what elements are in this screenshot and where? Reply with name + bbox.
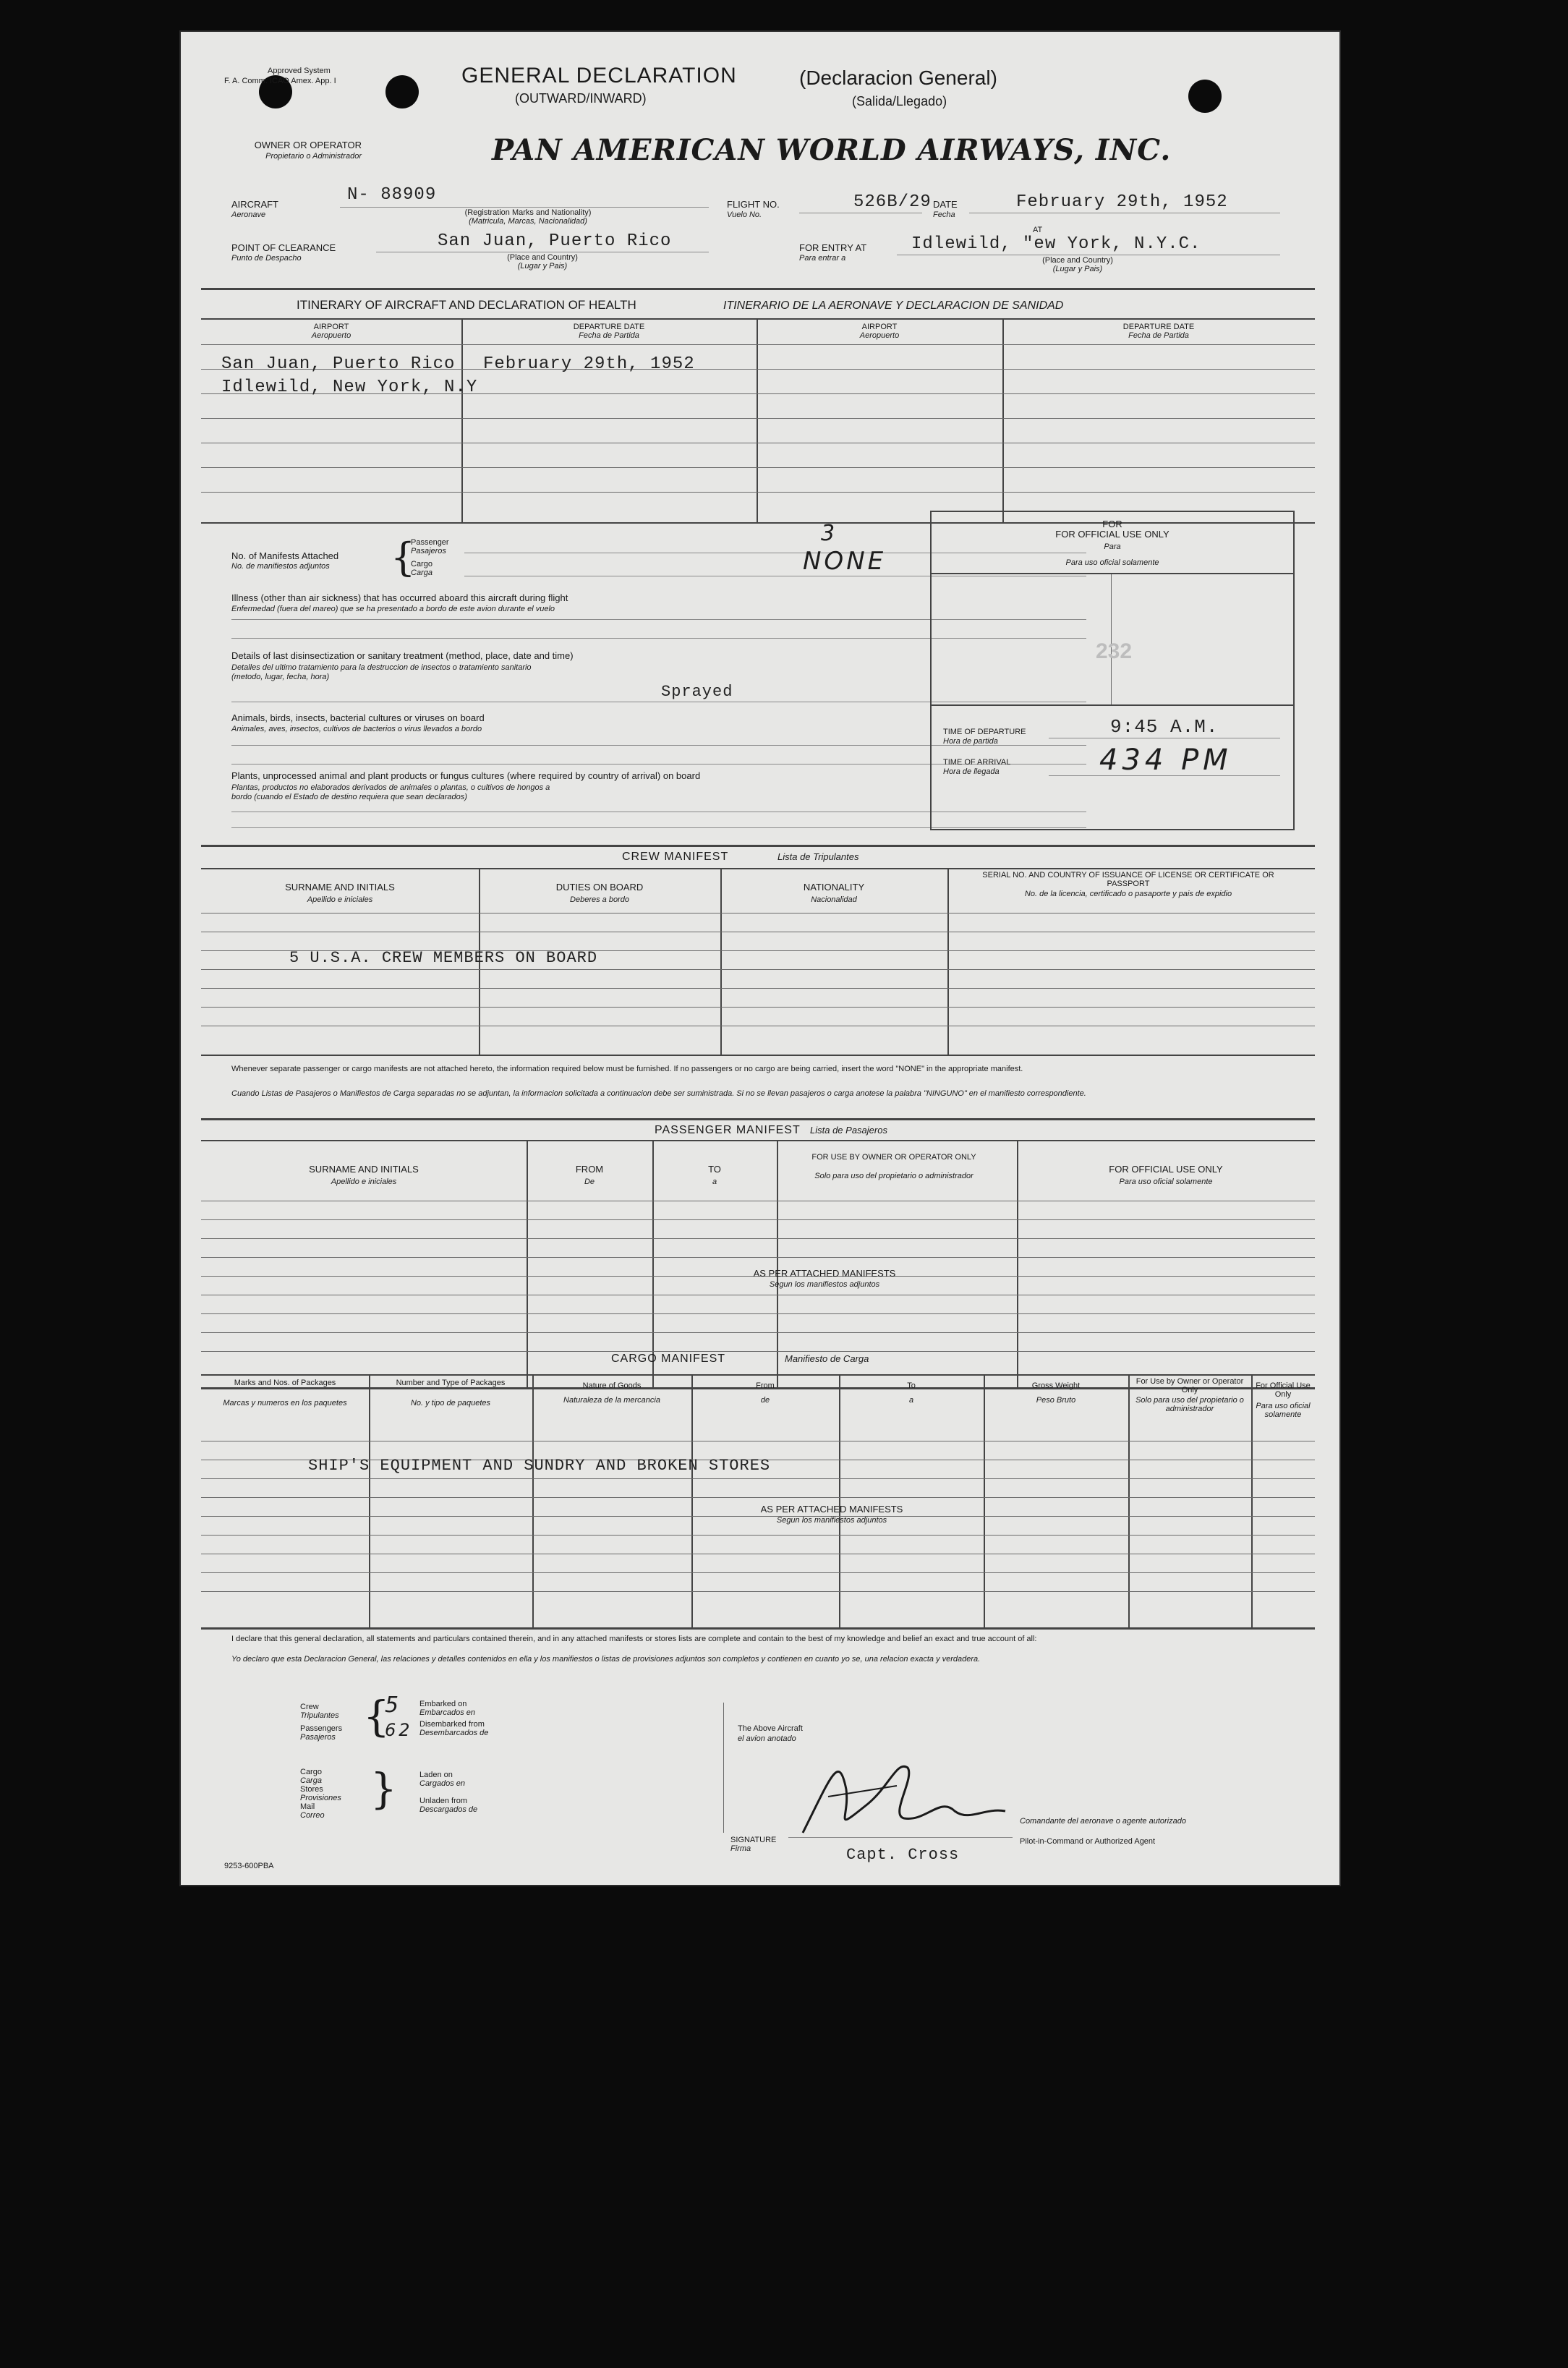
manifests-label-es: No. de manifiestos adjuntos bbox=[231, 562, 330, 571]
departure-time-label-es: Hora de partida bbox=[943, 737, 998, 746]
departure-time-value: 9:45 A.M. bbox=[1110, 716, 1219, 738]
date-label: DATE bbox=[933, 199, 958, 210]
operator-name: PAN AMERICAN WORLD AIRWAYS, INC. bbox=[492, 133, 1172, 167]
clearance-label-es: Punto de Despacho bbox=[231, 254, 302, 263]
cargo-col-owner: For Use by Owner or Operator Only bbox=[1135, 1377, 1244, 1394]
punch-hole bbox=[385, 75, 419, 108]
signature-label-es: Firma bbox=[730, 1844, 751, 1853]
cargo-col-nature-es: Naturaleza de la mercancia bbox=[563, 1396, 660, 1405]
crew-col-serial-es: No. de la licencia, certificado o pasaporte y pais de expidio bbox=[1024, 890, 1232, 898]
cargo-col-official-es: Para uso oficial solamente bbox=[1256, 1402, 1311, 1419]
illness-label-es: Enfermedad (fuera del mareo) que se ha presentado a bordo de este avion durante el vuelo bbox=[231, 605, 555, 613]
decl-stores-label: Stores bbox=[300, 1785, 323, 1794]
cargo-col-to: To bbox=[907, 1381, 916, 1390]
itin-col-airport: AIRPORT bbox=[313, 323, 349, 331]
owner-label: OWNER OR OPERATOR bbox=[254, 140, 362, 150]
arrival-time-value: 434 PM bbox=[1099, 744, 1232, 777]
entry-value: Idlewild, "ew York, N.Y.C. bbox=[911, 234, 1201, 254]
cargo-col-nature: Nature of Goods bbox=[582, 1381, 642, 1390]
manifests-label: No. of Manifests Attached bbox=[231, 550, 339, 561]
punch-hole bbox=[1188, 80, 1222, 113]
itin-col-date2: DEPARTURE DATE bbox=[1122, 323, 1195, 331]
disinsection-label-es: Detalles del ultimo tratamiento para la destruccion de insectos o tratamiento sanitario bbox=[231, 663, 532, 672]
flight-label: FLIGHT NO. bbox=[727, 199, 780, 210]
disinsection-value: Sprayed bbox=[661, 683, 733, 701]
arrival-time-label-es: Hora de llegada bbox=[943, 767, 1000, 776]
decl-disembarked-es: Desembarcados de bbox=[419, 1729, 489, 1737]
pass-col-from: FROM bbox=[575, 1164, 604, 1175]
cargo-attached: AS PER ATTACHED MANIFESTS bbox=[760, 1504, 903, 1515]
crew-col-serial: SERIAL NO. AND COUNTRY OF ISSUANCE OF LICENSE OR CERTIFICATE OR PASSPORT bbox=[982, 871, 1274, 888]
form-title-es: (Declaracion General) bbox=[799, 67, 997, 89]
cargo-col-number: Number and Type of Packages bbox=[396, 1379, 506, 1387]
approved-system: Approved System bbox=[268, 67, 331, 75]
animals-label-es: Animales, aves, insectos, cultivos de bacterios o virus llevados a bordo bbox=[231, 725, 482, 733]
flight-label-es: Vuelo No. bbox=[727, 210, 762, 219]
crew-col-surname: SURNAME AND INITIALS bbox=[285, 882, 395, 893]
crew-title-es: Lista de Tripulantes bbox=[777, 851, 859, 862]
passenger-title: PASSENGER MANIFEST bbox=[655, 1124, 801, 1136]
illness-label: Illness (other than air sickness) that has occurred aboard this aircraft during flight bbox=[231, 592, 568, 603]
decl-disembarked: Disembarked from bbox=[419, 1720, 485, 1729]
crew-entry: 5 U.S.A. CREW MEMBERS ON BOARD bbox=[289, 949, 598, 967]
date-value: February 29th, 1952 bbox=[1016, 192, 1228, 212]
arrival-time-label: TIME OF ARRIVAL bbox=[943, 758, 1011, 767]
decl-laden-es: Cargados en bbox=[419, 1779, 465, 1788]
pass-attached: AS PER ATTACHED MANIFESTS bbox=[753, 1268, 896, 1279]
official-title-es-para: Para bbox=[1104, 542, 1121, 551]
plants-label-es: Plantas, productos no elaborados derivados de animales o plantas, o cultivos de hongos a bbox=[231, 783, 550, 792]
pass-attached-es: Segun los manifiestos adjuntos bbox=[769, 1280, 880, 1289]
form-subtitle-es: (Salida/Llegado) bbox=[852, 94, 947, 108]
official-title: FOR OFFICIAL USE ONLY bbox=[1055, 529, 1169, 540]
aircraft-value: N- 88909 bbox=[347, 185, 437, 205]
cargo-col-owner-es: Solo para uso del propietario o administrador bbox=[1135, 1396, 1244, 1413]
passenger-manifests-value: 3 bbox=[821, 521, 838, 546]
form-title: GENERAL DECLARATION bbox=[461, 64, 737, 88]
decl-cargo-label: Cargo bbox=[300, 1768, 322, 1776]
cargo-title: CARGO MANIFEST bbox=[611, 1353, 726, 1365]
itin-col-date-es: Fecha de Partida bbox=[579, 331, 639, 340]
cargo-col-from: From bbox=[756, 1381, 775, 1390]
pass-col-to: TO bbox=[708, 1164, 721, 1175]
itin-col-airport2: AIRPORT bbox=[861, 323, 898, 331]
form-subtitle: (OUTWARD/INWARD) bbox=[515, 91, 647, 106]
cargo-col-weight-es: Peso Bruto bbox=[1036, 1396, 1076, 1405]
aircraft-sub1: (Registration Marks and Nationality) bbox=[464, 208, 592, 217]
cargo-col-weight: Gross Weight bbox=[1031, 1381, 1081, 1390]
cargo-label: Cargo bbox=[411, 560, 433, 568]
cargo-entry: SHIP'S EQUIPMENT AND SUNDRY AND BROKEN STORES bbox=[308, 1457, 771, 1475]
entry-label: FOR ENTRY AT bbox=[799, 242, 867, 253]
commander-es: Comandante del aeronave o agente autorizado bbox=[1020, 1817, 1186, 1826]
signature-value: Capt. Cross bbox=[846, 1846, 960, 1864]
flight-value: 526B/29 bbox=[853, 192, 932, 212]
official-title-for: FOR bbox=[1102, 519, 1122, 529]
itinerary-title-es: ITINERARIO DE LA AERONAVE Y DECLARACION DE SANIDAD bbox=[723, 299, 1064, 312]
crew-col-duties: DUTIES ON BOARD bbox=[555, 882, 644, 893]
decl-crew-label-es: Tripulantes bbox=[300, 1711, 339, 1720]
decl-embarked: Embarked on bbox=[419, 1700, 467, 1708]
cargo-col-marks-es: Marcas y numeros en los paquetes bbox=[223, 1399, 347, 1407]
pass-col-from-es: De bbox=[584, 1177, 595, 1186]
cargo-title-es: Manifiesto de Carga bbox=[785, 1353, 869, 1364]
entry-label-es: Para entrar a bbox=[799, 254, 846, 263]
official-stamp: 232 bbox=[1095, 639, 1133, 663]
clearance-sub2: (Lugar y Pais) bbox=[517, 262, 568, 271]
aircraft-label: AIRCRAFT bbox=[231, 199, 278, 210]
decl-cargo-label-es: Carga bbox=[300, 1776, 322, 1785]
pass-col-to-es: a bbox=[712, 1177, 717, 1186]
decl-above: The Above Aircraft bbox=[738, 1724, 803, 1733]
declaration-en: I declare that this general declaration, all statements and particulars contained therein, and in any attached manifests or stores lists are complete and contain to the best of my knowledge and belief an exact and true account of all: bbox=[231, 1635, 1037, 1643]
signature-mark bbox=[788, 1746, 1013, 1847]
decl-pass-value: 62 bbox=[385, 1720, 413, 1740]
decl-crew-value: 5 bbox=[385, 1692, 402, 1718]
cargo-col-from-es: de bbox=[760, 1396, 770, 1405]
passenger-label: Passenger bbox=[411, 538, 449, 547]
itin-row2-airport: Idlewild, New York, N.Y bbox=[221, 378, 478, 397]
animals-label: Animals, birds, insects, bacterial cultures or viruses on board bbox=[231, 712, 485, 723]
clearance-sub1: (Place and Country) bbox=[507, 253, 578, 262]
crew-col-nationality-es: Nacionalidad bbox=[811, 895, 857, 904]
decl-above-es: el avion anotado bbox=[738, 1734, 796, 1743]
at-mark: AT bbox=[1033, 226, 1043, 234]
itin-col-date2-es: Fecha de Partida bbox=[1128, 331, 1189, 340]
cargo-manifests-value: NONE bbox=[803, 547, 887, 576]
departure-time-label: TIME OF DEPARTURE bbox=[943, 728, 1026, 736]
decl-pass-label-es: Pasajeros bbox=[300, 1733, 336, 1742]
crew-title: CREW MANIFEST bbox=[622, 851, 729, 863]
pass-col-official: FOR OFFICIAL USE ONLY bbox=[1109, 1164, 1223, 1175]
pass-col-surname: SURNAME AND INITIALS bbox=[309, 1164, 419, 1175]
official-title-es: Para uso oficial solamente bbox=[1065, 558, 1159, 567]
clearance-label: POINT OF CLEARANCE bbox=[231, 242, 336, 253]
itinerary-title: ITINERARY OF AIRCRAFT AND DECLARATION OF HEALTH bbox=[297, 298, 636, 312]
form-number: 9253-600PBA bbox=[224, 1862, 274, 1870]
disinsection-label: Details of last disinsectization or sanitary treatment (method, place, date and time) bbox=[231, 650, 574, 661]
declaration-es: Yo declaro que esta Declaracion General, las relaciones y detalles contenidos en ella y los manifiestos o listas de provisiones adjuntos son completos y contienen en cuanto yo se, una relacion exacta y verdadera. bbox=[231, 1655, 981, 1664]
plants-label-es2: bordo (cuando el Estado de destino requiera que sean declarados) bbox=[231, 793, 467, 801]
pass-col-official-es: Para uso oficial solamente bbox=[1119, 1177, 1213, 1186]
decl-pass-label: Passengers bbox=[300, 1724, 343, 1733]
decl-unladen-es: Descargados de bbox=[419, 1805, 478, 1814]
fm-comm: F. A. Comm. ICAO Amex. App. I bbox=[224, 77, 336, 85]
disinsection-label-es2: (metodo, lugar, fecha, hora) bbox=[231, 673, 330, 681]
cargo-col-marks: Marks and Nos. of Packages bbox=[234, 1379, 336, 1387]
entry-sub1: (Place and Country) bbox=[1042, 256, 1113, 265]
cargo-col-number-es: No. y tipo de paquetes bbox=[410, 1399, 491, 1407]
commander-en: Pilot-in-Command or Authorized Agent bbox=[1020, 1837, 1156, 1846]
plants-label: Plants, unprocessed animal and plant products or fungus cultures (where required by country of arrival) on board bbox=[231, 770, 701, 781]
decl-laden: Laden on bbox=[419, 1771, 453, 1779]
declaration-form: Approved System F. A. Comm. ICAO Amex. App. I GENERAL DECLARATION (Declaracion General) (OUTWARD/INWARD) (Salida/Llegado) OWNER OR OPERATOR Propietario o Administrador PAN AMERICAN WORLD AIRWAYS, INC. AIRCRAFT Aeronave N- 88909 (Registration Marks and Nationality) (Matricula, Marcas, Nacionalidad) FLIGHT NO. Vuelo No. 526B/29 DATE Fecha February 29th, 1952 POINT OF CLEARANCE Punto de Despacho San Juan, Puerto Rico (Place and Country) (Lugar y Pais) FOR ENTRY AT Para entrar a AT Idlewild, "ew York, N.Y.C. (Place and Country) (Lugar y Pais) ITINERARY OF AIRCRAFT AND DECLARATION OF HEALTH ITINERARIO DE LA AERONAVE Y DECLARACION DE SANIDAD AIRPORT Aeropuerto DEPARTURE DATE Fecha de Partida AIRPORT Aeropuerto DEPARTURE DATE Fecha de Partida San Juan, Puerto Rico February 29th, 1952 Idlewild, New York, N.Y No. of Manifests Attached No. de manifiestos adjuntos { Passenger Pasajeros Cargo Carga 3 NONE Illness (other than air sickness) that has occurred aboard this aircraft during flight Enfermedad (fuera del mareo) que se ha presentado a bordo de este avion durante el vuelo Details of last disinsectization or sanitary treatment (method, place, date and time) Detalles del ultimo tratamiento para la destruccion de insectos o tratamiento sanitario (metodo, lugar, fecha, hora) Sprayed Animals, birds, insects, bacterial cultures or viruses on board Animales, aves, insectos, cultivos de bacterios o virus llevados a bordo Plants, unprocessed animal and plant products or fungus cultures (where required by country of arrival) on board Plantas, productos no elaborados derivados de animales o plantas, o cultivos de hongos a bordo (cuando el Estado de destino requiera que sean declarados) FOR FOR OFFICIAL USE ONLY Para Para uso oficial solamente 232 TIME OF DEPARTURE Hora de partida 9:45 A.M. TIME OF ARRIVAL Hora de llegada 434 PM CREW MANIFEST Lista de Tripulantes SURNAME AND INITIALS Apellido e iniciales DUTIES ON BOARD Deberes a bordo NATIONALITY Nacionalidad SERIAL NO. AND COUNTRY OF ISSUANCE OF LICENSE OR CERTIFICATE OR PASSPORT No. de la licencia, certificado o pasaporte y pais de expidio 5 U.S.A. CREW MEMBERS ON BOARD Whenever separate passenger or cargo manifests are not attached hereto, the information required below must be furnished. If no passengers or no cargo are being carried, insert the word "NONE" in the appropriate manifest. Cuando Listas de Pasajeros o Manifiestos de Carga separadas no se adjuntan, la informacion solicitada a continuacion debe ser suministrada. Si no se llevan pasajeros o carga anotese la palabra "NINGUNO" en el manifiesto correspondiente. PASSENGER MANIFEST Lista de Pasajeros SURNAME AND INITIALS Apellido e iniciales FROM De TO a FOR USE BY OWNER OR OPERATOR ONLY Solo para uso del propietario o administrador FOR OFFICIAL USE ONLY Para uso oficial solamente AS PER ATTACHED MANIFESTS Segun los manifiestos adjuntos CARGO MANIFEST Manifiesto de Carga Marks and Nos. of Packages Marcas y numeros en los paquetes Number and Type of Packages No. y tipo de paquetes Nature of Goods Naturaleza de la mercancia From de To a Gross Weight Peso Bruto For Use by Owner or Operator Only Solo para uso del propietario o administrador For Official Use Only Para uso oficial solamente SHIP'S EQUIPMENT AND SUNDRY AND BROKEN STORES AS PER ATTACHED MANIFESTS Segun los manifiestos adjuntos I declare that this general declaration, all statements and particulars contained therein, and in any attached manifests or stores lists are complete and contain to the best of my knowledge and belief an exact and true account of all: Yo declaro que esta Declaracion General, las relaciones y detalles contenidos en ella y los manifiestos o listas de provisiones adjuntos son completos y contienen en cuanto yo se, una relacion exacta y verdadera. Crew Tripulantes Passengers Pasajeros { 5 62 Embarked on Embarcados en Disembarked from Desembarcados de Cargo Carga Stores Provisiones Mail Correo } Laden on Cargados en Unladen from Descargados de The Above Aircraft el avion anotado SIGNATURE Firma Capt. Cross Comandante del aeronave o agente autorizado Pilot-in-Command or Authorized Agent 9253-600PBA bbox=[181, 32, 1339, 1885]
cargo-col-to-es: a bbox=[908, 1396, 914, 1405]
decl-mail-label: Mail bbox=[300, 1802, 315, 1811]
passenger-label-es: Pasajeros bbox=[411, 547, 446, 555]
entry-sub2: (Lugar y Pais) bbox=[1052, 265, 1103, 273]
itin-row1-airport: San Juan, Puerto Rico bbox=[221, 354, 456, 374]
notice-en: Whenever separate passenger or cargo manifests are not attached hereto, the information required below must be furnished. If no passengers or no cargo are being carried, insert the word "NONE" in the appropriate manifest. bbox=[231, 1065, 1023, 1073]
clearance-value: San Juan, Puerto Rico bbox=[438, 231, 672, 251]
itin-col-airport2-es: Aeropuerto bbox=[859, 331, 900, 340]
aircraft-sub2: (Matricula, Marcas, Nacionalidad) bbox=[469, 217, 587, 226]
signature-label: SIGNATURE bbox=[730, 1836, 777, 1844]
decl-crew-label: Crew bbox=[300, 1703, 319, 1711]
cargo-label-es: Carga bbox=[411, 568, 433, 577]
decl-mail-label-es: Correo bbox=[300, 1811, 325, 1820]
itin-col-date: DEPARTURE DATE bbox=[573, 323, 645, 331]
aircraft-label-es: Aeronave bbox=[231, 210, 266, 219]
cargo-col-official: For Official Use Only bbox=[1256, 1381, 1311, 1399]
crew-col-surname-es: Apellido e iniciales bbox=[307, 895, 373, 904]
date-label-es: Fecha bbox=[933, 210, 955, 219]
itin-row1-date: February 29th, 1952 bbox=[483, 354, 695, 374]
crew-col-duties-es: Deberes a bordo bbox=[570, 895, 629, 904]
decl-embarked-es: Embarcados en bbox=[419, 1708, 476, 1717]
itin-col-airport-es: Aeropuerto bbox=[311, 331, 351, 340]
owner-label-es: Propietario o Administrador bbox=[265, 152, 362, 161]
pass-col-owner-es: Solo para uso del propietario o administrador bbox=[814, 1172, 973, 1180]
passenger-title-es: Lista de Pasajeros bbox=[810, 1125, 887, 1136]
crew-col-nationality: NATIONALITY bbox=[803, 882, 865, 893]
pass-col-owner: FOR USE BY OWNER OR OPERATOR ONLY bbox=[811, 1153, 976, 1162]
notice-es: Cuando Listas de Pasajeros o Manifiestos de Carga separadas no se adjuntan, la informacion solicitada a continuacion debe ser suministrada. Si no se llevan pasajeros o carga anotese la palabra "NINGUNO" en el manifiesto correspondiente. bbox=[231, 1089, 1086, 1098]
cargo-attached-es: Segun los manifiestos adjuntos bbox=[776, 1516, 887, 1525]
decl-unladen: Unladen from bbox=[419, 1797, 468, 1805]
decl-stores-label-es: Provisiones bbox=[300, 1794, 341, 1802]
pass-col-surname-es: Apellido e iniciales bbox=[331, 1177, 397, 1186]
